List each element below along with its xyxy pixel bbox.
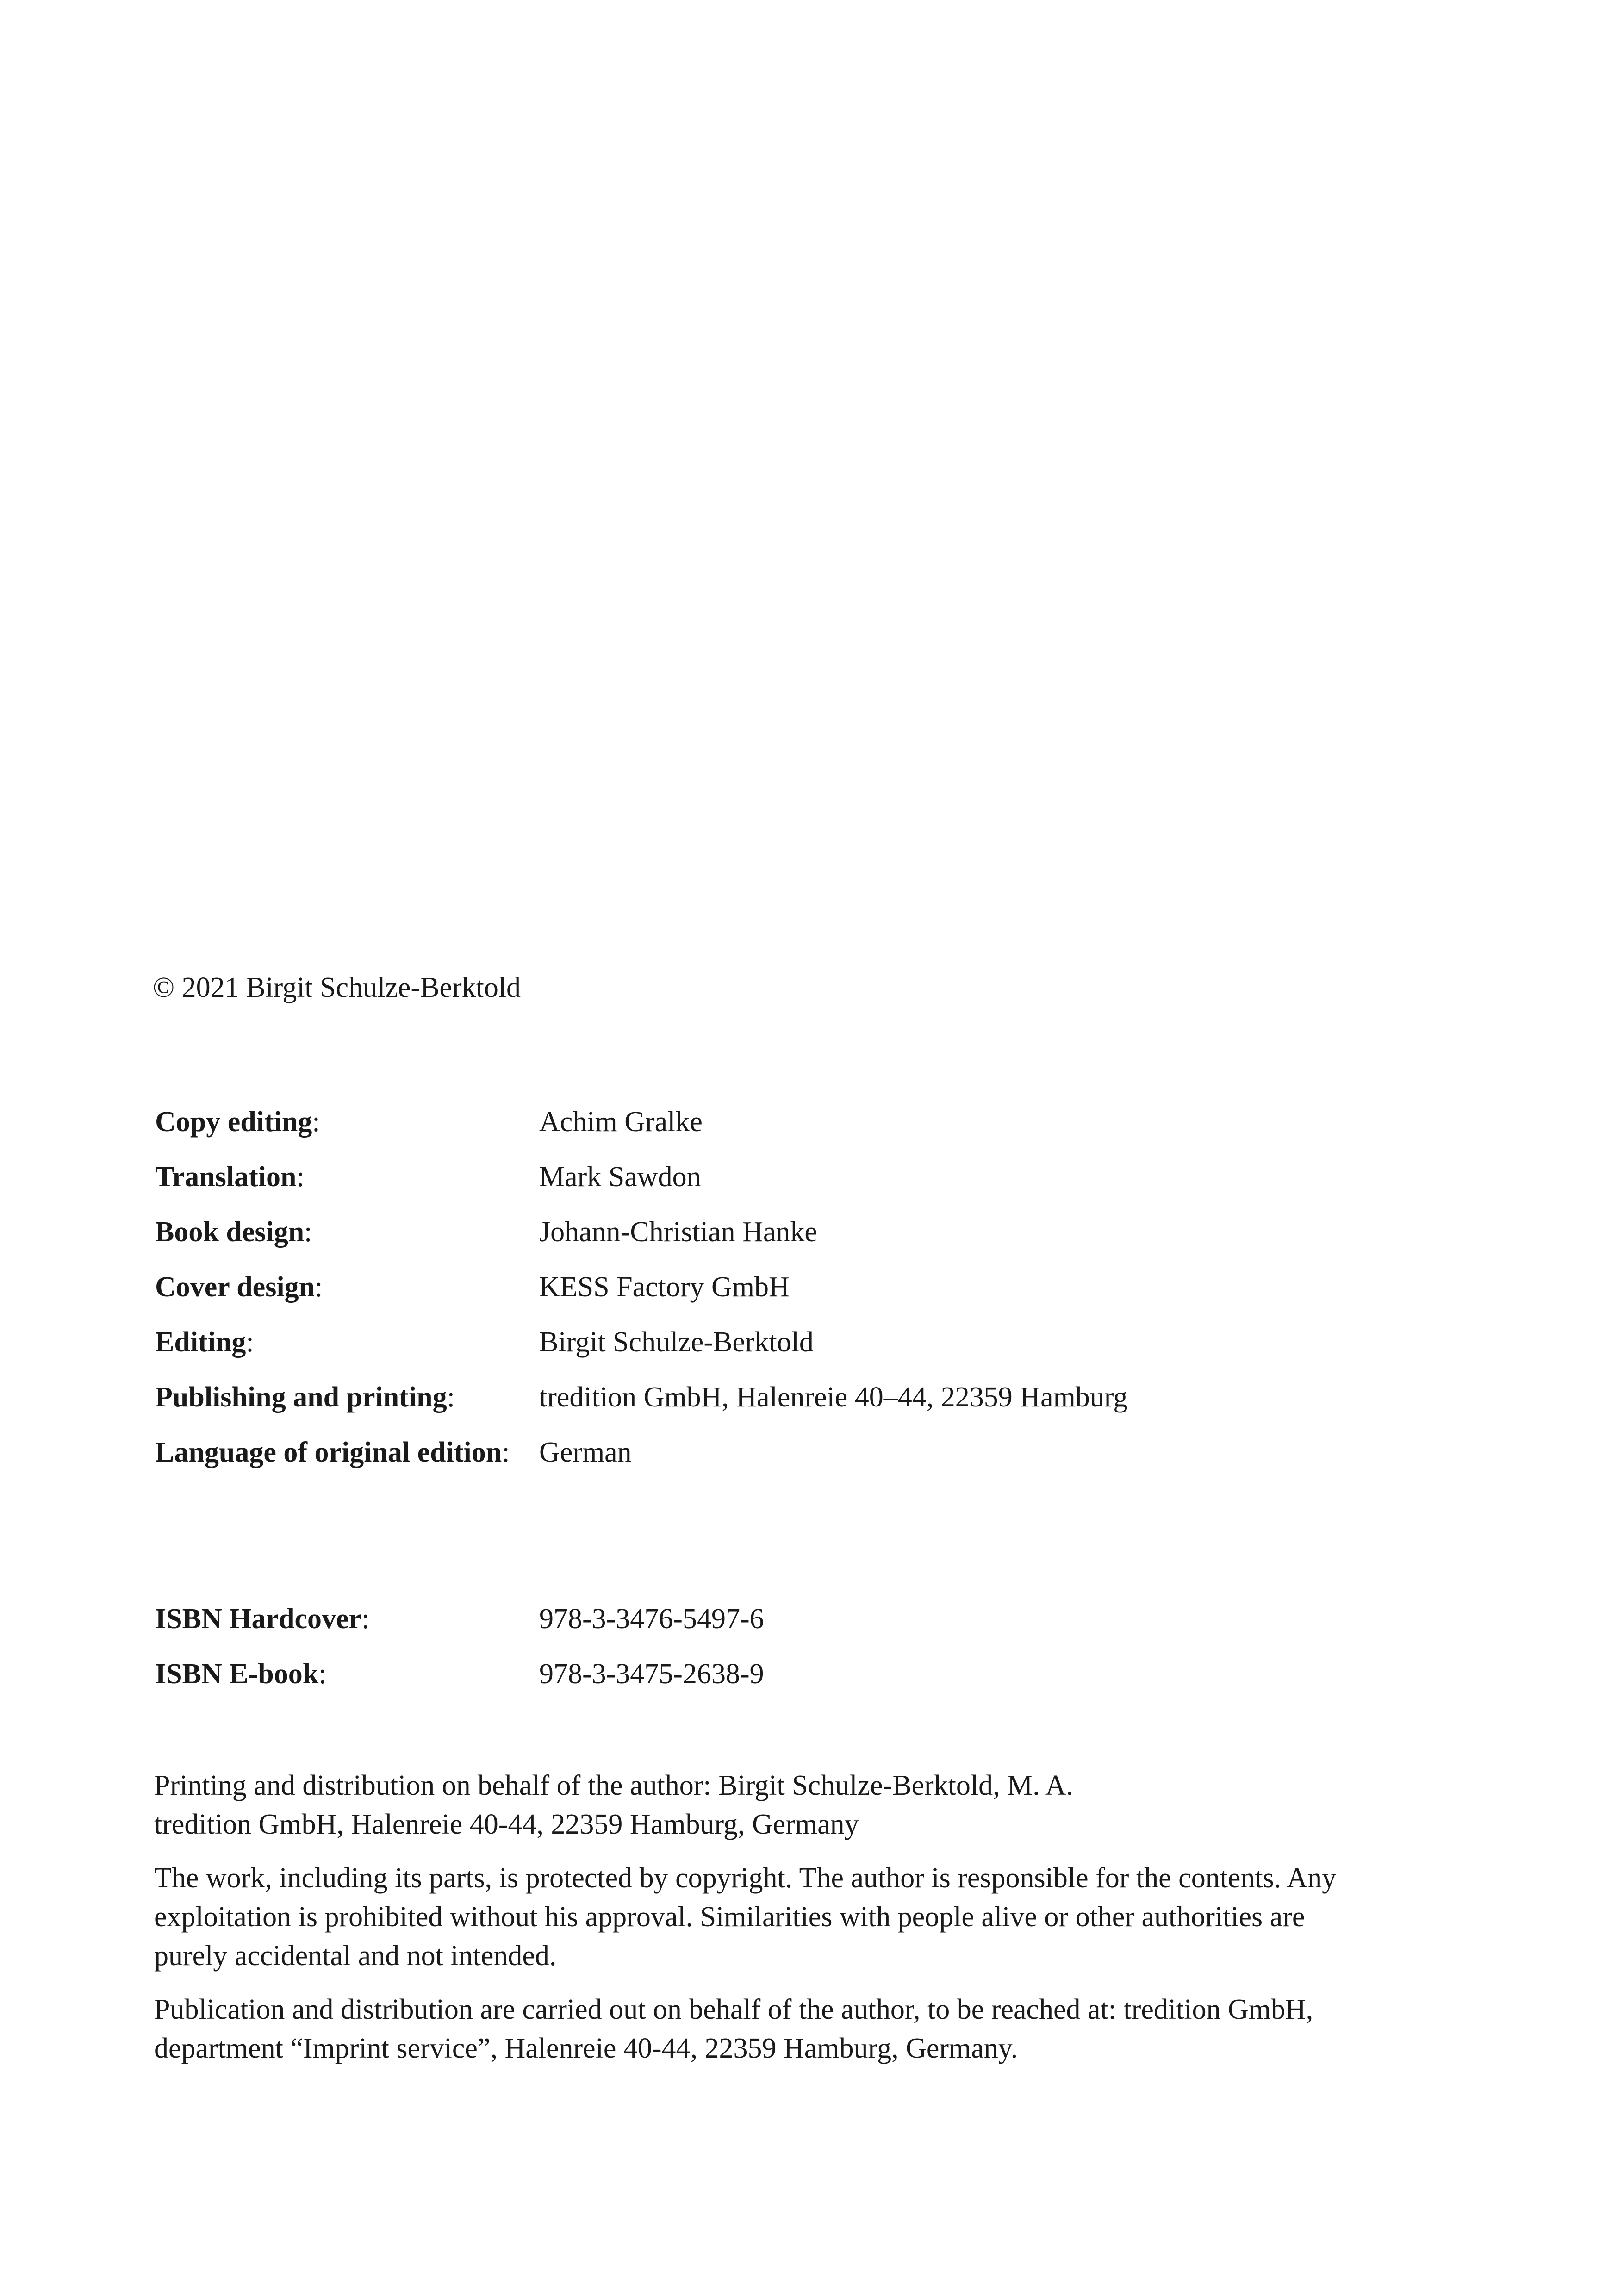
credit-row-publishing	[155, 1379, 1127, 1434]
credit-row-book-design	[155, 1213, 1127, 1269]
text-line: The work, including its parts, is protected by copyright. The author is responsible for the contents. Any	[154, 1862, 1337, 1894]
text-line: exploitation is prohibited without his approval. Similarities with people alive or other authorities are	[154, 1901, 1305, 1933]
credit-value: KESS Factory GmbH	[539, 1271, 790, 1303]
credits-list	[155, 1103, 1127, 1489]
text-line: Printing and distribution on behalf of the author: Birgit Schulze-Berktold, M. A.	[154, 1770, 1074, 1801]
credit-label: Editing:	[155, 1326, 254, 1358]
isbn-list	[155, 1600, 764, 1711]
credit-row-translation	[155, 1158, 1127, 1213]
text-line: tredition GmbH, Halenreie 40-44, 22359 Hamburg, Germany	[154, 1809, 859, 1840]
legal-notice	[154, 1766, 1450, 2083]
credit-value: Mark Sawdon	[539, 1161, 701, 1193]
isbn-value: 978-3-3476-5497-6	[539, 1603, 764, 1635]
isbn-label: ISBN E-book:	[155, 1658, 327, 1690]
isbn-row-hardcover	[155, 1600, 764, 1655]
text-line: Publication and distribution are carried out on behalf of the author, to be reached at: tredition GmbH,	[154, 1994, 1313, 2025]
credit-label: Cover design:	[155, 1271, 323, 1303]
credit-row-original-language	[155, 1434, 1127, 1489]
credit-row-copy-editing	[155, 1103, 1127, 1158]
isbn-value: 978-3-3475-2638-9	[539, 1658, 764, 1690]
text-line: department “Imprint service”, Halenreie 40-44, 22359 Hamburg, Germany.	[154, 2033, 1018, 2064]
credit-label: Copy editing:	[155, 1106, 320, 1138]
credit-label: Publishing and printing:	[155, 1381, 455, 1413]
publication-paragraph	[154, 1990, 1450, 2068]
credit-value: tredition GmbH, Halenreie 40–44, 22359 Hamburg	[539, 1381, 1128, 1413]
isbn-label: ISBN Hardcover:	[155, 1603, 370, 1635]
copyright-notice: © 2021 Birgit Schulze-Berktold	[153, 972, 521, 1003]
credit-value: Birgit Schulze-Berktold	[539, 1326, 814, 1358]
distribution-paragraph	[154, 1766, 1450, 1844]
credit-label: Book design:	[155, 1216, 312, 1248]
credit-value: Achim Gralke	[539, 1106, 703, 1138]
credit-label: Translation:	[155, 1161, 305, 1193]
credit-label: Language of original edition:	[155, 1437, 510, 1468]
credit-row-cover-design	[155, 1269, 1127, 1324]
credit-value: German	[539, 1437, 632, 1468]
credit-row-editing	[155, 1324, 1127, 1379]
isbn-row-ebook	[155, 1655, 764, 1711]
copyright-paragraph	[154, 1859, 1450, 1975]
credit-value: Johann-Christian Hanke	[539, 1216, 817, 1248]
text-line: purely accidental and not intended.	[154, 1940, 557, 1972]
